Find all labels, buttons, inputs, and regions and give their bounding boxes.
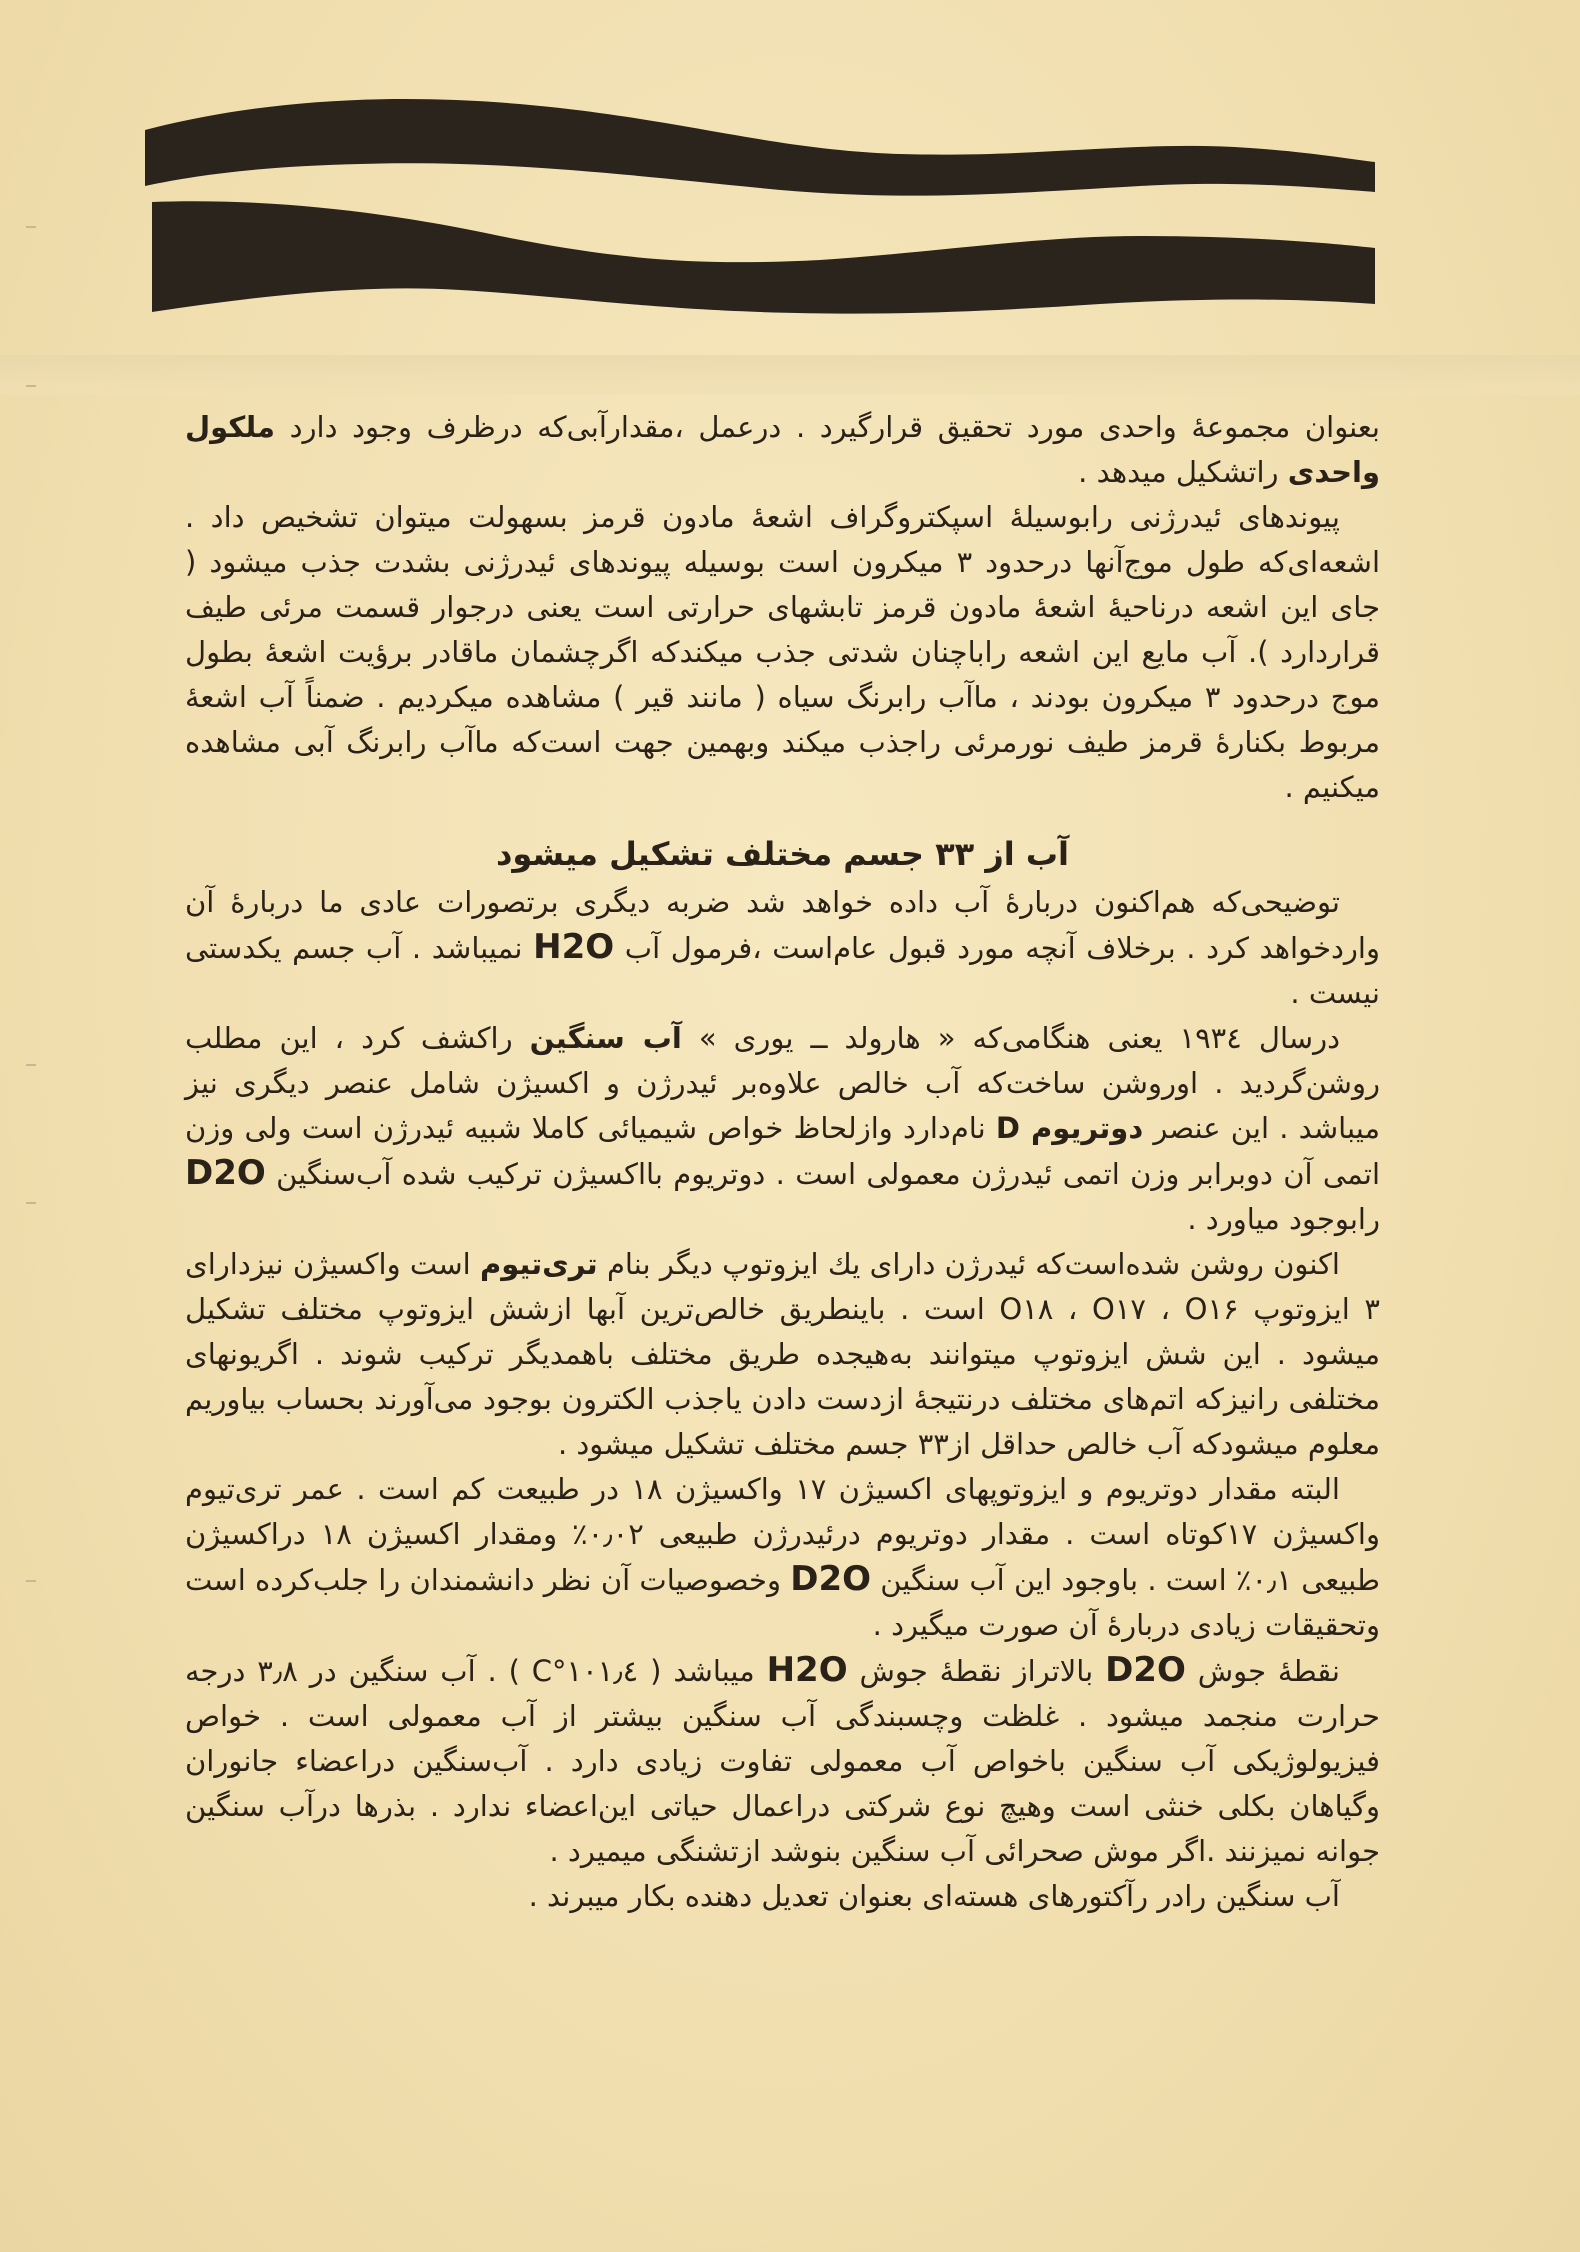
- margin-mark: [26, 1202, 36, 1204]
- chemical-formula: D2O: [790, 1559, 872, 1599]
- text-run: بعنوان مجموعهٔ واحدی مورد تحقیق قرارگیرد . درعمل ،مقدارآبی‌که درظرف وجود دارد: [275, 410, 1380, 444]
- chemical-formula: H2O: [766, 1650, 848, 1690]
- chemical-formula: D2O: [185, 1153, 266, 1193]
- paragraph: [185, 1874, 1380, 1919]
- margin-mark: [26, 1580, 36, 1582]
- paper-fold-band: [0, 355, 1580, 395]
- text-run: راکشف کرد ، این مطلب روشن‌گردید . اوروشن ساخت‌که آب خالص علاوه‌بر ئیدرژن و اکسیژن شامل عنصر دیگری نیز میباشد . این عنصر: [185, 1021, 1380, 1145]
- paragraph: [185, 880, 1380, 1016]
- paragraph: [185, 1016, 1380, 1242]
- text-run: بالاتراز نقطهٔ جوش: [847, 1654, 1106, 1688]
- text-run: توضیحی‌که هم‌اکنون دربارهٔ آب داده خواهد شد ضربه دیگری برتصورات عادی ما دربارهٔ آن واردخواهد کرد . برخلاف آنچه مورد قبول عام‌است ،فرمول آب: [185, 885, 1380, 965]
- text-run: راتشکیل میدهد .: [1078, 455, 1288, 489]
- text-run: درسال ۱۹۳٤ یعنی هنگامی‌که « هارولد ــ یوری »: [681, 1021, 1341, 1055]
- text-run: آب سنگین رادر رآکتورهای هسته‌ای بعنوان تعدیل دهنده بکار میبرند .: [528, 1879, 1340, 1913]
- paragraph: [185, 1648, 1380, 1874]
- lower-wave-band: [152, 201, 1375, 313]
- text-run: نقطهٔ جوش: [1185, 1654, 1340, 1688]
- upper-wave-band: [145, 99, 1375, 196]
- text-run: پیوندهای ئیدرژنی رابوسیلهٔ اسپکتروگراف اشعهٔ مادون قرمز بسهولت میتوان تشخیص داد . اشعه‌ای‌که طول موج‌آنها درحدود ۳ میکرون است بوسیله پیوندهای ئیدرژنی بشدت جذب میشود ( جای این اشعه درناحیهٔ اشعهٔ مادون قرمز تابشهای حرارتی است یعنی درجوار قسمت مرئی طیف قراردارد ). آب مایع این اشعه راباچنان شدتی جذب میکندکه اگرچشمان ماقادر برؤیت اشعهٔ بطول موج درحدود ۳ میکرون بودند ، ماآب رابرنگ سیاه ( مانند قیر ) مشاهده میکردیم . ضمناً آب اشعهٔ مربوط بکنارهٔ قرمز طیف نورمرئی راجذب میکند وبهمین جهت است‌که ماآب رابرنگ آبی مشاهده میکنیم .: [185, 500, 1380, 804]
- text-run: آب از ۳۳ جسم مختلف تشکیل میشود: [496, 835, 1069, 873]
- bold-term: ملکول واحدی: [185, 410, 1380, 489]
- text-run: رابوجود میاورد .: [1187, 1202, 1380, 1236]
- margin-mark: [26, 1064, 36, 1066]
- paragraph: [185, 495, 1380, 810]
- margin-mark: [26, 226, 36, 228]
- text-run: نمیباشد . آب جسم یکدستی نیست .: [185, 931, 1380, 1010]
- bold-term: تری‌تیوم: [480, 1247, 598, 1281]
- bold-term: آب سنگین: [529, 1021, 682, 1055]
- chemical-formula: D2O: [1105, 1650, 1186, 1690]
- text-run: است واکسیژن نیزدارای ۳ ایزوتوپ O۱۸ ، O۱۷ ، O۱۶ است . باینطریق خالص‌ترین آبها ازشش ایزوتوپ مختلف تشکیل میشود . این شش ایزوتوپ میتوانند به‌هیجده طریق مختلف باهمدیگر ترکیب شوند . اگریونهای مختلفی رانیزکه اتم‌های مختلف درنتیجهٔ ازدست دادن یاجذب الکترون بوجود می‌آورند بحساب بیاوریم معلوم میشودکه آب خالص حداقل از۳۳ جسم مختلف تشکیل میشود .: [185, 1247, 1380, 1461]
- text-run: نام‌دارد وازلحاظ خواص شیمیائی کاملا شبیه ئیدرژن است ولی وزن اتمی آن دوبرابر وزن اتمی ئیدرژن معمولی است . دوتریوم بااکسیژن ترکیب شده آب‌سنگین: [185, 1111, 1380, 1191]
- margin-mark: [26, 385, 36, 387]
- article-body: [185, 405, 1380, 1919]
- section-heading: [185, 832, 1380, 876]
- wave-banner-ornament: [140, 90, 1380, 330]
- text-run: میباشد ( ۱۰۱٫٤°C ) . آب سنگین در ۳٫۸ درجه حرارت منجمد میشود . غلظت وچسبندگی آب سنگین بیشتر از آب معمولی است . خواص فیزیولوژیکی آب سنگین باخواص آب معمولی تفاوت زیادی دارد . آب‌سنگین دراعضاء جانوران وگیاهان بکلی خنثی است وهیچ نوع شرکتی دراعمال حیاتی این‌اعضاء ندارد . بذرها درآب سنگین جوانه نمیزنند .اگر موش صحرائی آب سنگین بنوشد ازتشنگی میمیرد .: [185, 1654, 1380, 1868]
- text-run: وخصوصیات آن نظر دانشمندان را جلب‌کرده است وتحقیقات زیادی دربارهٔ آن صورت میگیرد .: [185, 1563, 1380, 1642]
- paragraph: [185, 405, 1380, 495]
- bold-term: دوتریوم D: [995, 1111, 1144, 1145]
- text-run: اکنون روشن شده‌است‌که ئیدرژن دارای یك ایزوتوپ دیگر بنام: [597, 1247, 1340, 1281]
- paragraph: [185, 1467, 1380, 1648]
- text-run: البته مقدار دوتریوم و ایزوتوپهای اکسیژن ۱۷ واکسیژن ۱۸ در طبیعت کم است . عمر تری‌تیوم واکسیژن ۱۷کوتاه است . مقدار دوتریوم درئیدرژن طبیعی ۰٫۰۲٪ ومقدار اکسیژن ۱۸ دراکسیژن طبیعی ۰٫۱٪ است . باوجود این آب سنگین: [185, 1472, 1381, 1597]
- paragraph: [185, 1242, 1380, 1467]
- chemical-formula: H2O: [533, 927, 615, 967]
